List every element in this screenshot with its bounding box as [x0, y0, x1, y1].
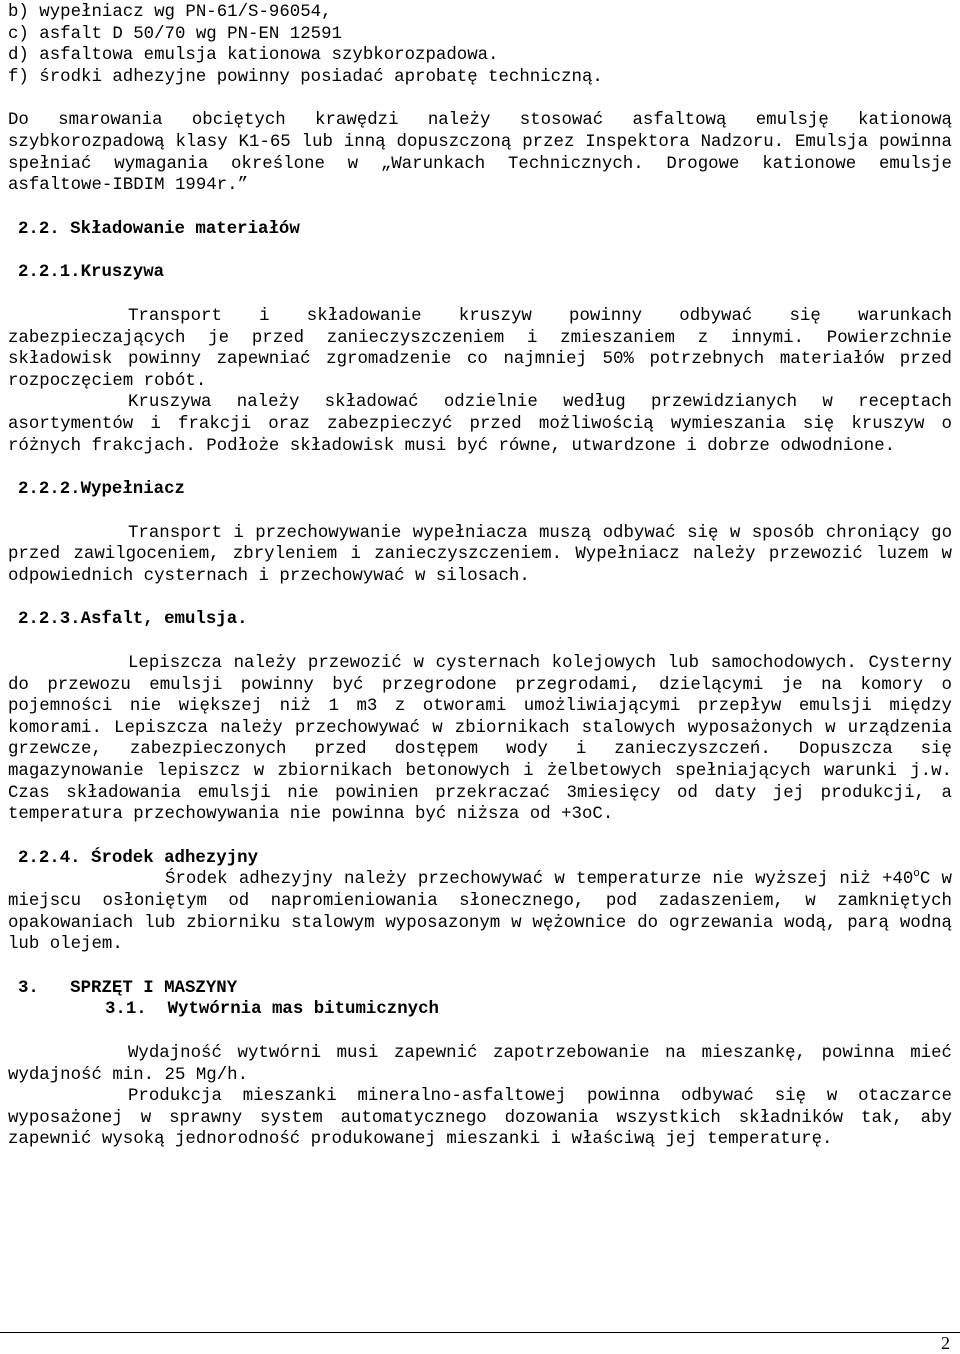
- section-body-2-2-4: [8, 869, 952, 955]
- text-run: C w miejscu osłoniętym od napromieniowania słonecznego, pod zadaszeniem, w zamkniętych opakowaniach lub zbiorniku stalowym wyposazonym w wężownice do ogrzewania wodą, parą wodną lub olejem.: [8, 870, 952, 955]
- list-item: b) wypełniacz wg PN-61/S-96054,: [8, 3, 332, 22]
- intro-paragraph: [8, 110, 952, 196]
- section-body-2-2-1: [8, 306, 952, 457]
- list-item: c) asfalt D 50/70 wg PN-EN 12591: [8, 24, 342, 44]
- paragraph-text: Transport i składowanie kruszyw powinny odbywać się warunkach zabezpieczających je przed zanieczyszczeniem i zmieszaniem z innymi. Powierzchnie składowisk powinny zapewniać zgromadzenie co najmniej 50% potrzebnych materiałów przed rozpoczęciem robót.: [8, 306, 952, 391]
- list-item: d) asfaltowa emulsja kationowa szybkorozpadowa.: [8, 46, 499, 66]
- paragraph-text: Produkcja mieszanki mineralno-asfaltowej powinna odbywać się w otaczarce wyposażonej w sprawny system automatycznego dozowania wszystkich składników tak, aby zapewnić wysoką jednorodność produkowanej mieszanki i właściwą jej temperaturę.: [8, 1087, 952, 1150]
- text-run: Środek adhezyjny należy przechowywać w temperaturze nie wyższej niż +40: [165, 870, 914, 890]
- list-item: f) środki adhezyjne powinny posiadać aprobatę techniczną.: [8, 67, 603, 87]
- footer-rule: [0, 1332, 960, 1333]
- section-heading-3: 3. SPRZĘT I MASZYNY: [18, 978, 238, 998]
- section-heading-3-1: 3.1. Wytwórnia mas bitumicznych: [105, 1000, 439, 1020]
- document-page: [8, 2, 952, 1151]
- paragraph-text: Kruszywa należy składować odzielnie według przewidzianych w receptach asortymentów i frakcji oraz zabezpieczyć przed możliwością wymieszania się kruszyw o różnych frakcjach. Podłoże składowisk musi być równe, utwardzone i dobrze odwodnione.: [8, 393, 952, 456]
- paragraph-text: Transport i przechowywanie wypełniacza muszą odbywać się w sposób chroniący go przed zawilgoceniem, zbryleniem i zanieczyszczeniem. Wypełniacz należy przewozić luzem w odpowiednich cysternach i przechowywać w silosach.: [8, 523, 952, 586]
- paragraph-text: Wydajność wytwórni musi zapewnić zapotrzebowanie na mieszankę, powinna mieć wydajność min. 25 Mg/h.: [8, 1043, 952, 1085]
- paragraph-text: Do smarowania obciętych krawędzi należy stosować asfaltową emulsję kationową szybkorozpadową klasy K1-65 lub inną dopuszczoną przez Inspektora Nadzoru. Emulsja powinna spełniać wymagania określone w „Warunkach Technicznych. Drogowe kationowe emulsje asfaltowe-IBDIM 1994r.”: [8, 111, 952, 196]
- section-heading-2-2-3: 2.2.3.Asfalt, emulsja.: [18, 610, 248, 630]
- section-heading-2-2: 2.2. Składowanie materiałów: [18, 219, 300, 239]
- section-body-3-1: [8, 1043, 952, 1151]
- paragraph-text: [8, 869, 952, 955]
- paragraph-text: Lepiszcza należy przewozić w cysternach kolejowych lub samochodowych. Cysterny do przewozu emulsji powinny być przegrodone przegrodami, dzielącymi je na komory o pojemności nie większej niż 1 m3 z otworami umożliwiającymi przepływ emulsji między komorami. Lepiszcza należy przechowywać w zbiornikach stalowych wyposażonych w urządzenia grzewcze, zabezpieczonych przed dostępem wody i zanieczyszczeń. Dopuszcza się magazynowanie lepiszcz w zbiornikach betonowych i żelbetowych spełniających warunki j.w. Czas składowania emulsji nie powinien przekraczać 3miesięcy od daty jej produkcji, a temperatura przechowywania nie powinna być niższa od +3oC.: [8, 654, 952, 825]
- section-body-2-2-3: [8, 653, 952, 826]
- section-body-2-2-2: [8, 523, 952, 588]
- section-heading-2-2-2: 2.2.2.Wypełniacz: [18, 480, 185, 500]
- page-number: 2: [941, 1333, 950, 1353]
- section-heading-2-2-1: 2.2.1.Kruszywa: [18, 263, 165, 283]
- degree-sign: o: [913, 868, 920, 881]
- section-heading-2-2-4: 2.2.4. Środek adhezyjny: [18, 848, 259, 868]
